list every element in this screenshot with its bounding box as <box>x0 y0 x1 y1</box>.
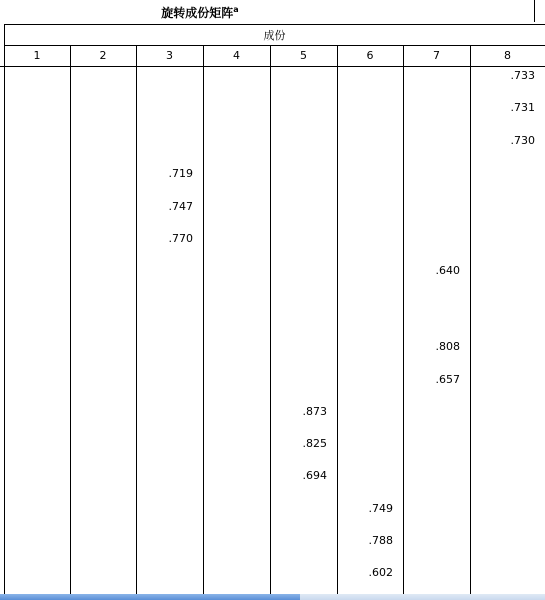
column-header-8: 8 <box>504 49 511 62</box>
table-cell: .747 <box>168 200 193 213</box>
column-header-7: 7 <box>433 49 440 62</box>
title-footnote: a <box>233 5 239 14</box>
table-title: 旋转成份矩阵$^a$ <box>161 5 239 20</box>
column-divider <box>337 46 338 594</box>
table-cell: .694 <box>302 469 327 482</box>
column-divider <box>203 46 204 594</box>
table-cell: .730 <box>510 134 535 147</box>
column-divider <box>136 46 137 594</box>
table-cell: .808 <box>435 340 460 353</box>
column-header-6: 6 <box>366 49 374 62</box>
column-header-3: 3 <box>166 49 173 62</box>
column-divider <box>4 46 5 594</box>
taskbar-active-item[interactable] <box>0 594 300 600</box>
group-header: 成份 <box>263 29 286 42</box>
column-divider <box>470 46 471 594</box>
column-headers <box>0 46 545 66</box>
table-cell: .731 <box>510 101 535 114</box>
column-header-2: 2 <box>99 49 107 62</box>
right-edge-line <box>534 0 535 22</box>
column-divider <box>270 46 271 594</box>
table-cell: .657 <box>435 373 460 386</box>
column-header-4: 4 <box>233 49 240 62</box>
header-divider <box>0 66 545 67</box>
table-cell: .719 <box>168 167 193 180</box>
table-cell: .873 <box>302 405 327 418</box>
table-cell: .602 <box>368 566 393 579</box>
table-cell: .749 <box>368 502 393 515</box>
column-header-1: 1 <box>33 49 41 62</box>
column-divider <box>403 46 404 594</box>
table-cell: .640 <box>435 264 460 277</box>
table-cell: .733 <box>510 69 535 82</box>
column-header-5: 5 <box>300 49 307 62</box>
table-cell: .825 <box>302 437 327 450</box>
table-cell: .770 <box>168 232 193 245</box>
rotated-component-matrix <box>0 24 545 594</box>
table-cell: .788 <box>368 534 393 547</box>
column-divider <box>70 46 71 594</box>
